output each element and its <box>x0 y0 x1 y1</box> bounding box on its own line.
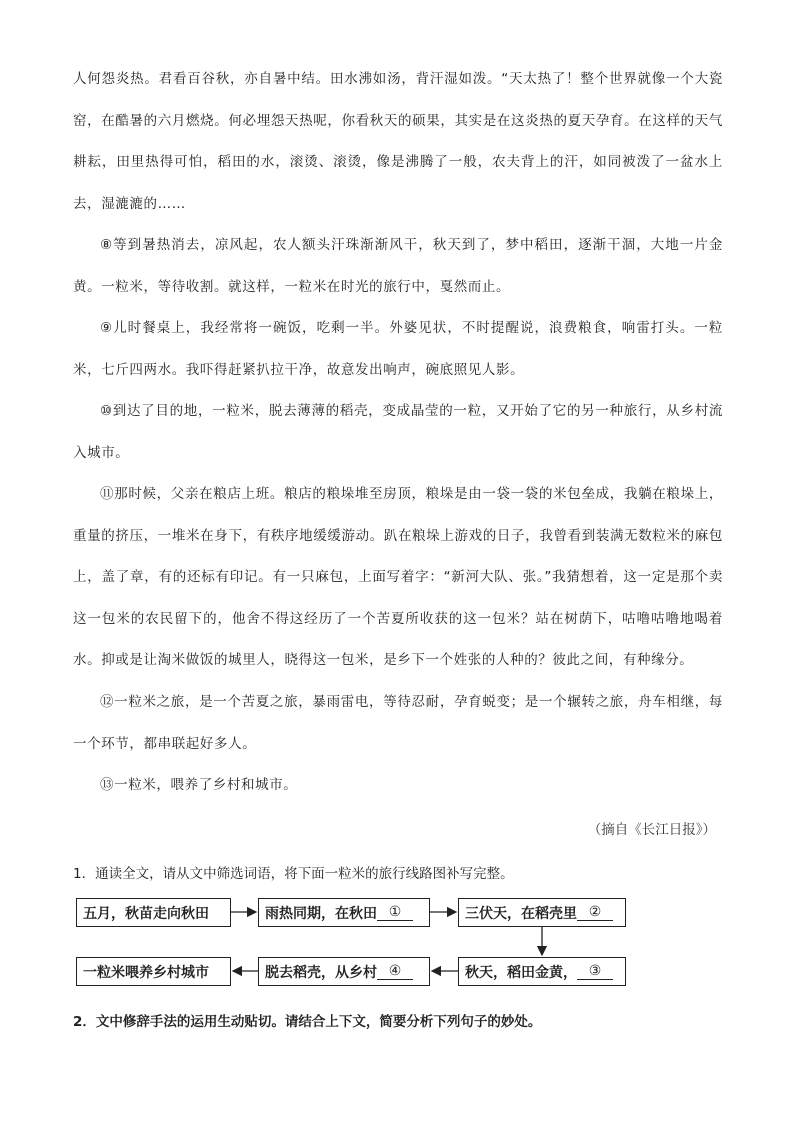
question-2: 2．文中修辞手法的运用生动贴切。请结合上下文，简要分析下列句子的妙处。 <box>73 1014 542 1030</box>
article-paragraph-11: ⑪那时候，父亲在粮店上班。粮店的粮垛堆至房顶，粮垛是由一袋一袋的米包垒成，我躺在粮垛上，重量的挤压，一堆米在身下，有秩序地缓缓游动。趴在粮垛上游戏的日子，我曾看到装满无数粒米的麻包上，盖了章，有的还标有印记。有一只麻包，上面写着字：“新河大队、张。”我猜想着，这一定是那个卖这一包米的农民留下的，他舍不得这经历了一个苦夏所收获的这一包米？站在树荫下，咕噜咕噜地喝着水。抑或是让淘米做饭的城里人，晓得这一包米，是乡下一个姓张的人种的？彼此之间，有种缘分。 <box>73 486 723 668</box>
article-paragraph-13: ⑬一粒米，喂养了乡村和城市。 <box>100 777 298 793</box>
flow-box-autumn-text: 秋天，稻田金黄， <box>465 964 577 981</box>
article-paragraph-7: 人何怨炎热。君看百谷秋，亦自暑中结。田水沸如汤，背汗湿如泼。“天太热了！整个世界就像一个大瓷窑，在酷暑的六月燃烧。何必埋怨天热呢，你看秋天的硕果，其实是在这炎热的夏天孕育。在这样的天气耕耘，田里热得可怕，稻田的水，滚烫、滚烫，像是沸腾了一般，农夫背上的汗，如同被泼了一盆水上去，湿漉漉的…… <box>73 71 723 212</box>
article-paragraph-10: ⑩到达了目的地，一粒米，脱去薄薄的稻壳，变成晶莹的一粒，又开始了它的另一种旅行，从乡村流入城市。 <box>73 403 723 461</box>
article-paragraph-8: ⑧等到暑热消去，凉风起，农人额头汗珠渐渐风干，秋天到了，梦中稻田，逐渐干涸，大地一片金黄。一粒米，等待收割。就这样，一粒米在时光的旅行中，戛然而止。 <box>73 237 723 295</box>
article-paragraph-12: ⑫一粒米之旅，是一个苦夏之旅，暴雨雷电，等待忍耐，孕育蜕变；是一个辗转之旅，舟车相继，每一个环节，都串联起好多人。 <box>73 694 723 752</box>
flow-box-dog-days-text: 三伏天，在稻壳里 <box>465 905 577 922</box>
article-paragraph-9: ⑨儿时餐桌上，我经常将一碗饭，吃剩一半。外婆见状，不时提醒说，浪费粮食，响雷打头。一粒米，七斤四两水。我吓得赶紧扒拉干净，故意发出响声，碗底照见人影。 <box>73 320 723 378</box>
question-1: 1．通读全文，请从文中筛选词语，将下面一粒米的旅行线路图补写完整。 <box>73 866 514 882</box>
flow-box-may-text: 五月，秋苗走向秋田 <box>83 905 209 922</box>
answer-blank-2[interactable]: ② <box>577 904 613 921</box>
answer-blank-3[interactable]: ③ <box>577 963 613 980</box>
flow-box-feeds-text: 一粒米喂养乡村城市 <box>83 964 209 981</box>
answer-blank-1[interactable]: ① <box>377 904 413 921</box>
flow-box-husk-text: 脱去稻壳，从乡村 <box>265 964 377 981</box>
answer-blank-4[interactable]: ④ <box>377 963 413 980</box>
flow-box-summer-rain-text: 雨热同期，在秋田 <box>265 905 377 922</box>
article-source: （摘自《长江日报》） <box>587 822 716 838</box>
